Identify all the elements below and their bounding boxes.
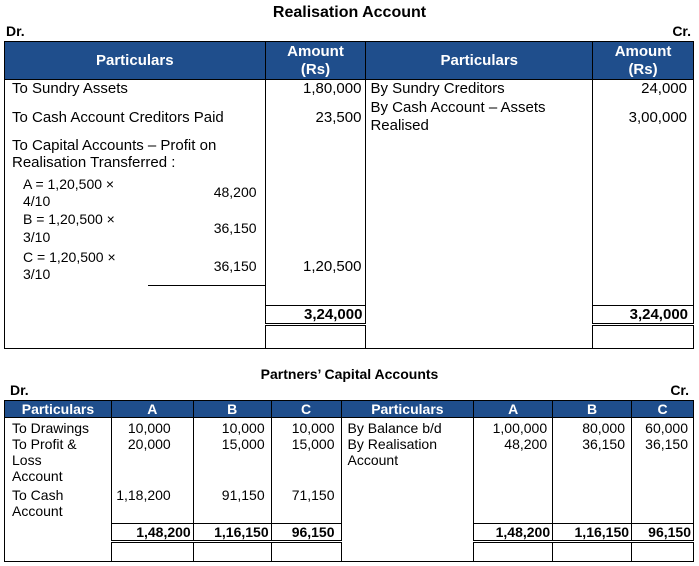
credit-cash-line2: Realised: [370, 117, 429, 134]
debit-total: 3,24,000: [265, 306, 366, 325]
capital-bottom-row: [5, 541, 694, 561]
debit-particulars-cell: [5, 80, 266, 306]
cap-profit-c: 15,000: [291, 436, 335, 453]
capital-total-row: [5, 523, 694, 541]
cap-realisation-b: 36,150: [582, 436, 626, 453]
cap-profit-line2: Loss: [12, 452, 42, 469]
debit-partner-c-line2: 3/10: [23, 266, 51, 282]
cap-right-c: [632, 418, 694, 524]
debit-partner-c-amount: 36,150: [213, 258, 257, 274]
cap-profit-line3: Account: [12, 468, 63, 485]
header-amount-right: Amount (Rs): [593, 42, 694, 80]
debit-capital-line2: Realisation Transferred :: [12, 154, 176, 171]
credit-particulars-cell: [366, 80, 593, 306]
capital-cr-label: Cr.: [670, 382, 689, 398]
cap-profit-line1: To Profit &: [12, 436, 77, 453]
realisation-table: [4, 41, 694, 349]
cap-header-c: C: [271, 401, 341, 418]
cap-drawings-c: 10,000: [291, 420, 335, 437]
cap-left-total-b: 1,16,150: [193, 523, 271, 541]
cap-header-c-right: C: [632, 401, 694, 418]
realisation-header-row: [5, 42, 694, 80]
cap-left-b: [193, 418, 271, 524]
debit-capital-total-amount: 1,20,500: [303, 258, 362, 275]
debit-partner-a-line2: 4/10: [23, 193, 51, 209]
cap-realisation-a: 48,200: [504, 436, 548, 453]
debit-partner-a-line1: A = 1,20,500 ×: [23, 176, 115, 192]
credit-total: 3,24,000: [593, 306, 694, 325]
realisation-bottom-row: [5, 325, 694, 349]
cap-header-b-right: B: [553, 401, 632, 418]
capital-title: Partners’ Capital Accounts: [260, 366, 439, 382]
cap-cash-line2: Account: [12, 503, 63, 520]
cap-left-c: [271, 418, 341, 524]
cap-right-particulars: [341, 418, 474, 524]
realisation-cr-label: Cr.: [672, 23, 691, 39]
cap-profit-b: 15,000: [221, 436, 265, 453]
credit-cash-amount: 3,00,000: [628, 109, 687, 126]
cap-balance-bd: By Balance b/d: [347, 420, 442, 437]
cap-drawings-b: 10,000: [221, 420, 265, 437]
debit-partner-b-line1: B = 1,20,500 ×: [23, 211, 115, 227]
capital-table: [4, 400, 694, 562]
capital-body-row: [5, 418, 694, 524]
debit-creditors-paid-amount: 23,500: [315, 109, 362, 126]
debit-partner-a-amount: 48,200: [213, 184, 257, 200]
cap-cash-line1: To Cash: [12, 487, 64, 504]
cap-left-total-a: 1,48,200: [111, 523, 193, 541]
cap-header-a-right: A: [474, 401, 553, 418]
cap-right-total-c: 96,150: [632, 523, 694, 541]
capital-dr-label: Dr.: [10, 382, 29, 398]
cap-cash-c: 71,150: [291, 487, 335, 504]
realisation-title: Realisation Account: [272, 4, 427, 21]
cap-profit-a: 20,000: [127, 436, 171, 453]
cap-realisation-c: 36,150: [645, 436, 688, 453]
credit-sundry-creditors-amount: 24,000: [641, 80, 687, 97]
debit-amount-cell: [265, 80, 366, 306]
cap-cash-b: 91,150: [221, 487, 265, 504]
header-amount-left: Amount (Rs): [265, 42, 366, 80]
debit-partner-c-line1: C = 1,20,500 ×: [23, 249, 116, 265]
debit-capital-line1: To Capital Accounts – Profit on: [12, 137, 217, 154]
cap-balance-a: 1,00,000: [492, 420, 548, 437]
cap-realisation-line2: Account: [347, 452, 399, 469]
cap-header-b: B: [193, 401, 271, 418]
realisation-body-row: [5, 80, 694, 306]
cap-drawings-a: 10,000: [127, 420, 171, 437]
header-particulars-right: Particulars: [366, 42, 593, 80]
debit-subtotal-rule: [148, 285, 266, 286]
cap-cash-a: 1,18,200: [116, 487, 171, 504]
cap-balance-b: 80,000: [582, 420, 626, 437]
credit-amount-cell: [593, 80, 694, 306]
cap-right-total-b: 1,16,150: [553, 523, 632, 541]
debit-partner-b-line2: 3/10: [23, 229, 51, 245]
cap-left-a: [111, 418, 193, 524]
cap-drawings: To Drawings: [12, 420, 90, 437]
capital-header-row: [5, 401, 694, 418]
credit-sundry-creditors: By Sundry Creditors: [370, 80, 505, 97]
credit-cash-line1: By Cash Account – Assets: [370, 99, 546, 116]
debit-sundry-assets-amount: 1,80,000: [303, 80, 362, 97]
debit-creditors-paid: To Cash Account Creditors Paid: [12, 109, 224, 126]
cap-balance-c: 60,000: [645, 420, 688, 437]
cap-header-a: A: [111, 401, 193, 418]
realisation-total-row: [5, 306, 694, 325]
debit-partner-b-amount: 36,150: [213, 220, 257, 236]
cap-header-particulars-right: Particulars: [341, 401, 474, 418]
header-particulars-left: Particulars: [5, 42, 266, 80]
cap-right-a: [474, 418, 553, 524]
cap-realisation-line1: By Realisation: [347, 436, 438, 453]
debit-sundry-assets: To Sundry Assets: [12, 80, 128, 97]
cap-left-particulars: [5, 418, 112, 524]
cap-left-total-c: 96,150: [271, 523, 341, 541]
cap-right-b: [553, 418, 632, 524]
cap-header-particulars: Particulars: [5, 401, 112, 418]
cap-right-total-a: 1,48,200: [474, 523, 553, 541]
realisation-dr-label: Dr.: [6, 23, 25, 39]
